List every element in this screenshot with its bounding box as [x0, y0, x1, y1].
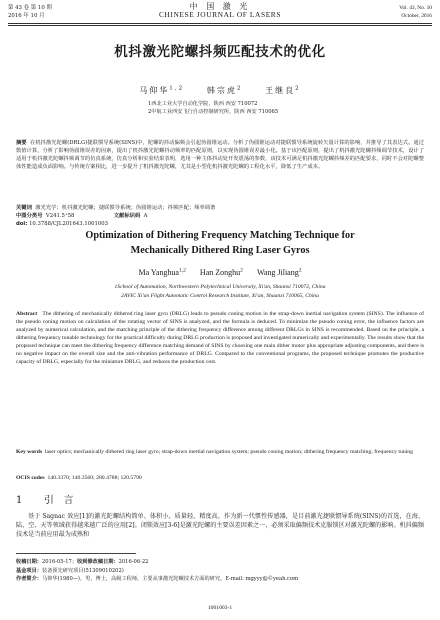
keywords-cn [16, 204, 424, 212]
date-cn: 2016 年 10 月 [8, 13, 45, 19]
bio-text: 马仰华(1980—)，男，博士，高级工程师，主要从事激光陀螺技术方面的研究。E-mail: mgyyy@©yeah.com [41, 576, 299, 583]
affiliation-en: 1School of Automation, Northwestern Polytechnical University, Xi'an, Shaanxi 710072, China [114, 284, 326, 290]
affiliation-cn: 2中航工业西安飞行自动控制研究所，陕西 西安 710065 [148, 109, 279, 116]
author-sup: 2 [240, 267, 243, 274]
footnote-bio [16, 575, 424, 584]
abstract-text-en: The dithering of mechanically dithered ring laser gyro (DRLG) leads to pseudo coning motion in the strap-down inertial navigation system (SINS). The influence of the pseudo coning motion on calculation of the rotating vector of SINS is analyzed, and the formula is deduced. To minimize the pseudo coning error, the influence factors are analyzed by numerical calculation, and the matching principle of the dithering frequency difference among different DRLGs in SINS is recommended. Based on the principle, a dithering frequency tunable technology for the practical difficulty during DRLG production is proposed and investigated numerically and experimentally. The results show that the proposed technique can meet the dithering frequency difference matching demand of SINS by choosing one main dither motor plus appropriate adjusting components, and there is no negative impact on the overall size and the anti-vibration performance of DRLG. Compared to the conventional programs, the proposed technique promotes the productive capacity of DRLG, especially for the miniature DRLG, and reduces the production cost. [16, 311, 425, 366]
doc-code-label: 文献标识码 [113, 213, 141, 219]
ocis-value: 140.3370; 140.3560; 280.4788; 120.5790 [47, 475, 142, 481]
bio-label: 作者简介： [16, 576, 42, 583]
keywords-label-en: Key words [16, 449, 43, 455]
abstract-cn [16, 139, 424, 171]
clc-value: V241.5⁺58 [45, 213, 75, 219]
doi-line [16, 220, 424, 228]
affiliation-cn: 1西北工业大学自动化学院，陕西 西安 710072 [148, 101, 258, 107]
section-number: 1 [16, 495, 23, 506]
section-title: 引 言 [44, 495, 74, 506]
header-center [8, 2, 432, 19]
affiliations-en [0, 283, 440, 302]
received-label: 收稿日期： [16, 559, 42, 565]
authors-cn [0, 86, 440, 96]
paper-title-cn: 机抖激光陀螺抖频匹配技术的优化 [114, 44, 326, 60]
classification-cn [16, 212, 424, 220]
revised-date: 2016-06-22 [118, 559, 149, 565]
paper-title-en [0, 228, 440, 258]
author-sup: 2 [295, 85, 301, 92]
footnote-dates [16, 558, 424, 567]
footnote-fund [16, 567, 424, 576]
doc-code-value: A [143, 213, 148, 219]
doi-label: doi: [16, 221, 28, 227]
ocis-label: OCIS codes [16, 475, 45, 481]
author-en: Wang Jiliang [256, 268, 299, 277]
ocis-codes [16, 474, 424, 482]
footnotes [16, 558, 424, 584]
footnote-rule [16, 553, 136, 554]
page-number: 1001003-1 [207, 605, 233, 611]
journal-name-cn: 中 国 激 光 [189, 2, 251, 11]
author-sup: 1,2 [169, 85, 185, 92]
keywords-text-cn: 激光光学；机抖激光陀螺；捷联惯导系统；伪圆锥运动；抖频匹配；频率调谐 [35, 205, 216, 211]
author-cn: 韩宗虎 [206, 86, 237, 95]
received-date: 2016-05-17； [41, 559, 78, 565]
keywords-en [16, 448, 424, 456]
author-cn: 王继良 [265, 86, 296, 95]
journal-name-en: CHINESE JOURNAL OF LASERS [158, 10, 282, 19]
clc-label: 中图分类号 [16, 213, 43, 219]
authors-en [0, 268, 440, 278]
author-en: Ma Yanghua [138, 268, 179, 277]
author-sup: 1,2 [178, 267, 186, 274]
keywords-text-en: laser optics; mechanically dithered ring laser gyro; strap-down inertial navigation system; pseudo coning motion; dithering frequency matching; frequency tuning [44, 449, 413, 455]
date-en: October, 2016 [401, 13, 432, 19]
doi-value: 10.3788/CJL201643.1001003 [29, 221, 108, 227]
author-en: Han Zonghu [199, 268, 241, 277]
author-cn: 马仰华 [139, 86, 170, 95]
title-en-line-1: Optimization of Dithering Frequency Matching Technique for [85, 230, 355, 241]
abstract-text-cn: 在机抖激光陀螺(DRLG)捷联惯导系统(SINS)中，陀螺的抖动偏频会引起伪圆锥运动。分析了伪圆锥运动对捷联惯导系统旋转矢量计算的影响，并推导了其表达式。通过数值计算，分析了影响伪圆锥误差的因素，提出了机抖激光陀螺抖动频率的匹配原则，以实现伪圆锥误差最小化。基于该匹配原则，提出了机抖激光陀螺抖频调节技术，设计了适用于机抖激光陀螺抖频调节的仿真系统，仿真分析和实验结果表明，选用一种主体抖动处开发震荡的参数，该技术可满足机抖激光陀螺抖频差的匹配要求，同时不会对陀螺整体性能造成负面影响。与传统方案相比，进一步提升了机抖激光陀螺，尤其是小型化机抖激光陀螺的工程化水平，降低了生产成本。 [16, 140, 424, 171]
revised-label: 收到修改稿日期： [77, 559, 119, 565]
abstract-en [16, 310, 424, 366]
keywords-label-cn: 关键词 [16, 205, 32, 211]
fund-text: 装备预先研究项目(51309010202) [41, 567, 124, 574]
author-sup: 2 [236, 85, 243, 92]
volume-issue-cn: 第 43 卷 第 10 期 [8, 5, 52, 11]
section-heading [16, 495, 73, 507]
journal-header [8, 2, 432, 24]
header-right [399, 4, 432, 20]
volume-issue-en: Vol. 43, No. 10 [399, 5, 432, 11]
intro-paragraph: 基于 Sagnac 效应[1]的激光陀螺结构简单、体积小、质量轻、精度高，作为新一代惯性传感器，是目前激光捷联惯导系统(SINS)的首选，在海、陆、空、天等领域获得越来越广泛的应用[2]。闭锁效应[3-6]是激光陀螺的主要误差因素之一，必须采取偏频技术克服锁区对激光陀螺的影响。机抖偏频技术是当前应用最为成熟和 [16, 513, 424, 538]
affiliation-en: 2AVIC Xi'an Flight Automatic Control Research Institute, Xi'an, Shaanxi 710065, China [121, 293, 319, 300]
title-en-line-2: Mechanically Dithered Ring Laser Gyros [130, 245, 310, 256]
affiliations-cn [148, 100, 278, 117]
abstract-label-cn: 摘要 [16, 140, 27, 146]
header-rule-thin [8, 25, 432, 26]
abstract-label-en: Abstract [16, 311, 38, 317]
fund-label: 基金项目： [16, 567, 42, 574]
author-sup: 2 [298, 267, 302, 274]
